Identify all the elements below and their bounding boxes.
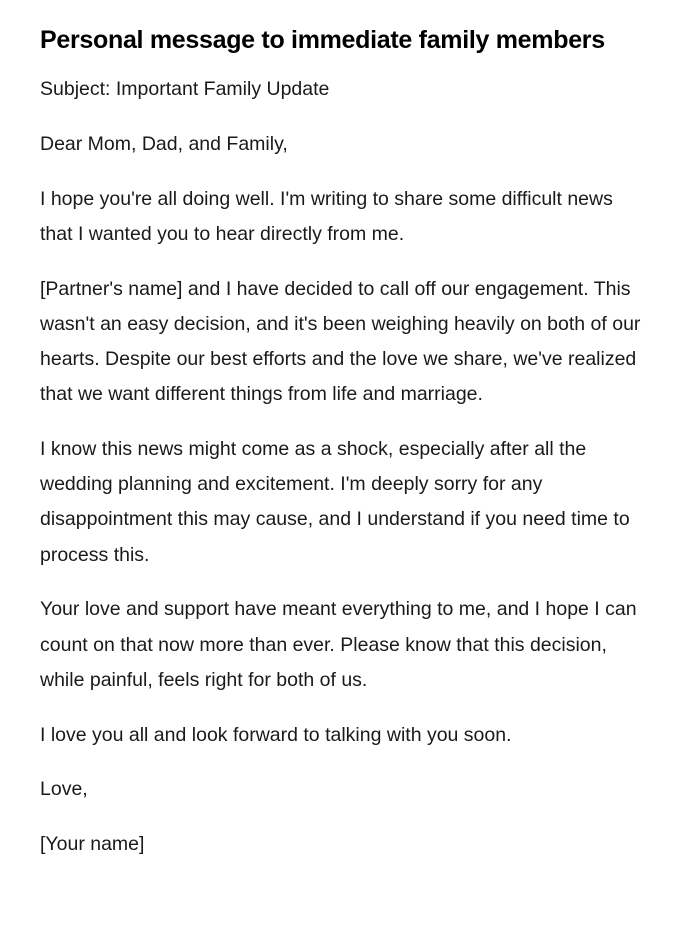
body-paragraph-2: [Partner's name] and I have decided to call off our engagement. This wasn't an easy decision, and it's been weighing heavily on both of our hearts. Despite our best efforts and the love we share, we've realized that we want different things from life and marriage.	[40, 277, 641, 406]
body-paragraph-4: Your love and support have meant everything to me, and I hope I can count on that now more than ever. Please know that this decision, while painful, feels right for both of us.	[40, 598, 637, 691]
page-title: Personal message to immediate family members	[40, 26, 605, 54]
body-paragraph-5: I love you all and look forward to talking with you soon.	[40, 723, 512, 746]
signature: [Your name]	[40, 833, 145, 856]
body-paragraph-1: I hope you're all doing well. I'm writing to share some difficult news that I wanted you to hear directly from me.	[40, 187, 613, 245]
body-paragraph-3: I know this news might come as a shock, especially after all the wedding planning and excitement. I'm deeply sorry for any disappointment this may cause, and I understand if you need time to process this.	[40, 438, 630, 566]
subject-line: Subject: Important Family Update	[40, 78, 330, 100]
closing: Love,	[40, 778, 88, 801]
letter-document	[40, 22, 645, 882]
greeting: Dear Mom, Dad, and Family,	[40, 132, 288, 155]
